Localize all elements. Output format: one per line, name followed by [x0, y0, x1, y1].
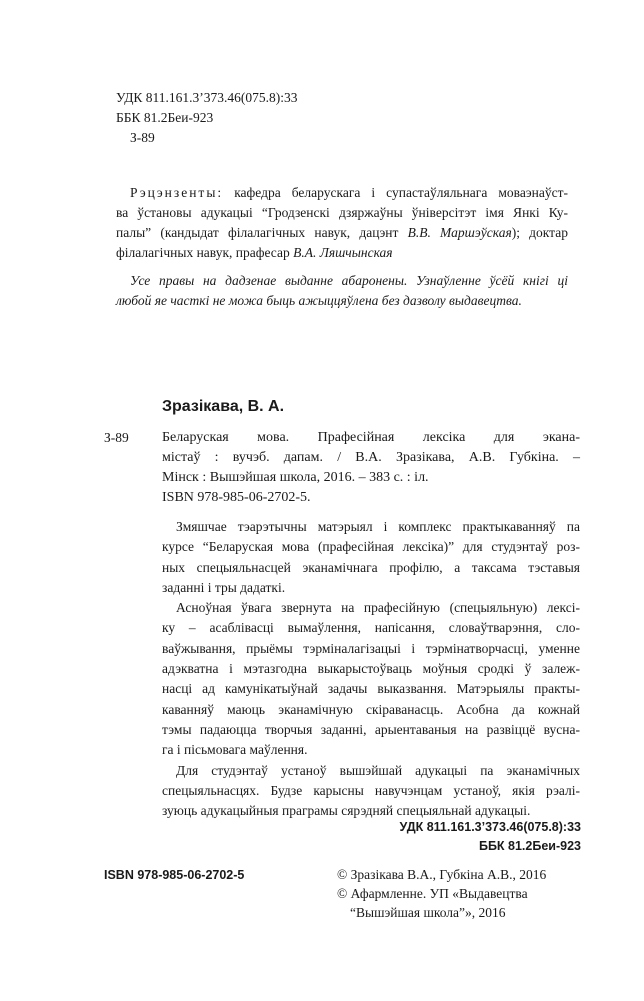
- abstract-p2-line: адэкватна і мэтазгодна выкарыстоўваць моўныя сродкі ў залеж-: [162, 661, 580, 677]
- abstract-p2-line: Асноўная ўвага звернута на прафесійную (спецыяльную) лексі-: [176, 600, 580, 616]
- reviewers-label: Рэцэнзенты:: [130, 185, 224, 200]
- copyright-block: [337, 865, 582, 922]
- rights-line-2: любой яе часткі не можа быць ажыццяўлена без дазволу выдавецтва.: [116, 293, 522, 308]
- copyright-design: © Афармленне. УП «Выдавецтва: [337, 886, 528, 901]
- footer-udk: УДК 811.161.3’373.46(075.8):33: [399, 820, 581, 834]
- entry-code: З-89: [104, 430, 129, 445]
- entry-author: Зразікава, В. А.: [162, 398, 285, 415]
- abstract-p2-line: каванняў маюць эканамічную скіраванасць. Асобна да кожнай: [162, 701, 580, 717]
- classification-block: [116, 88, 298, 148]
- abstract: [162, 517, 580, 821]
- docent-name: В.В. Маршэўская: [407, 225, 512, 240]
- entry-line-2: містаў : вучэб. дапам. / В.А. Зразікава, А.В. Губкіна. –: [162, 450, 580, 465]
- abstract-p2-line: тэмы падаюцца творчыя заданні, арыентаваныя на развіццё вусна-: [162, 721, 580, 737]
- abstract-p1-line: курсе “Беларуская мова (прафесійная лексіка)” для студэнтаў роз-: [162, 539, 580, 555]
- reviewers-line-1: Рэцэнзенты: кафедра беларускага і супастаўляльнага моваэнаўст-: [130, 185, 568, 200]
- abstract-p3-line: Для студэнтаў устаноў вышэйшай адукацыі па эканамічных: [176, 762, 580, 778]
- reviewers-line-2: ва ўстановы адукацыі “Гродзенскі дзяржаўны ўніверсітэт імя Янкі Ку-: [116, 205, 568, 220]
- reviewers-line-3: палы” (кандыдат філалагічных навук, дацэнт В.В. Маршэўская); доктар: [116, 225, 568, 240]
- abstract-p2-line: ваўжывання, прыёмы тэрміналагізацыі і тэрмінатворчасці, уменне: [162, 640, 580, 656]
- abstract-p1-line: ных спецыяльнасцей эканамічнага профілю, а таксама тэставыя: [162, 559, 580, 575]
- author-mark: З-89: [130, 130, 155, 145]
- abstract-p2-line: насці ад камунікатыўнай задачы выказвання. Матэрыялы практы-: [162, 681, 580, 697]
- abstract-p2-line: га і пісьмовага маўлення.: [162, 742, 308, 758]
- entry-line-3: Мінск : Вышэйшая школа, 2016. – 383 с. : іл.: [162, 470, 429, 485]
- copyright-design-cont: “Вышэйшая школа”», 2016: [350, 905, 506, 920]
- udk-code: УДК 811.161.3’373.46(075.8):33: [116, 90, 298, 105]
- rights-line-1: Усе правы на дадзенае выданне абаронены. Узнаўленне ўсёй кнігі ці: [130, 273, 568, 288]
- abstract-p3-line: зуюць адукацыйныя праграмы сярэдняй спецыяльнай адукацыі.: [162, 803, 531, 819]
- abstract-p1-line: заданні і тры дадаткі.: [162, 579, 286, 595]
- reviewers-block: [116, 183, 568, 263]
- footer-codes: [300, 818, 581, 856]
- footer-isbn: ISBN 978-985-06-2702-5: [104, 868, 245, 882]
- abstract-p1-line: Змяшчае тэарэтычны матэрыял і комплекс практыкаванняў па: [176, 519, 580, 534]
- entry-description: [162, 428, 580, 508]
- entry-line-1: Беларуская мова. Прафесійная лексіка для эканa-: [162, 430, 580, 445]
- copyright-authors: © Зразікава В.А., Губкіна А.В., 2016: [337, 867, 547, 882]
- reviewers-line-4: філалагічных навук, прафесар В.А. Ляшчынская: [116, 245, 393, 260]
- footer-bbk: ББК 81.2Беи-923: [478, 839, 581, 853]
- entry-line-4: ISBN 978-985-06-2702-5.: [162, 490, 311, 505]
- abstract-p3-line: спецыяльнасцях. Будзе карысны навучэнцам устаноў, якія рэалі-: [162, 782, 580, 798]
- rights-notice: [116, 271, 568, 311]
- abstract-p2-line: ку – асаблівасці вымаўлення, напісання, словаўтварэння, сло-: [162, 620, 580, 636]
- bbk-code: ББК 81.2Беи-923: [116, 110, 214, 125]
- professor-name: В.А. Ляшчынская: [293, 245, 393, 260]
